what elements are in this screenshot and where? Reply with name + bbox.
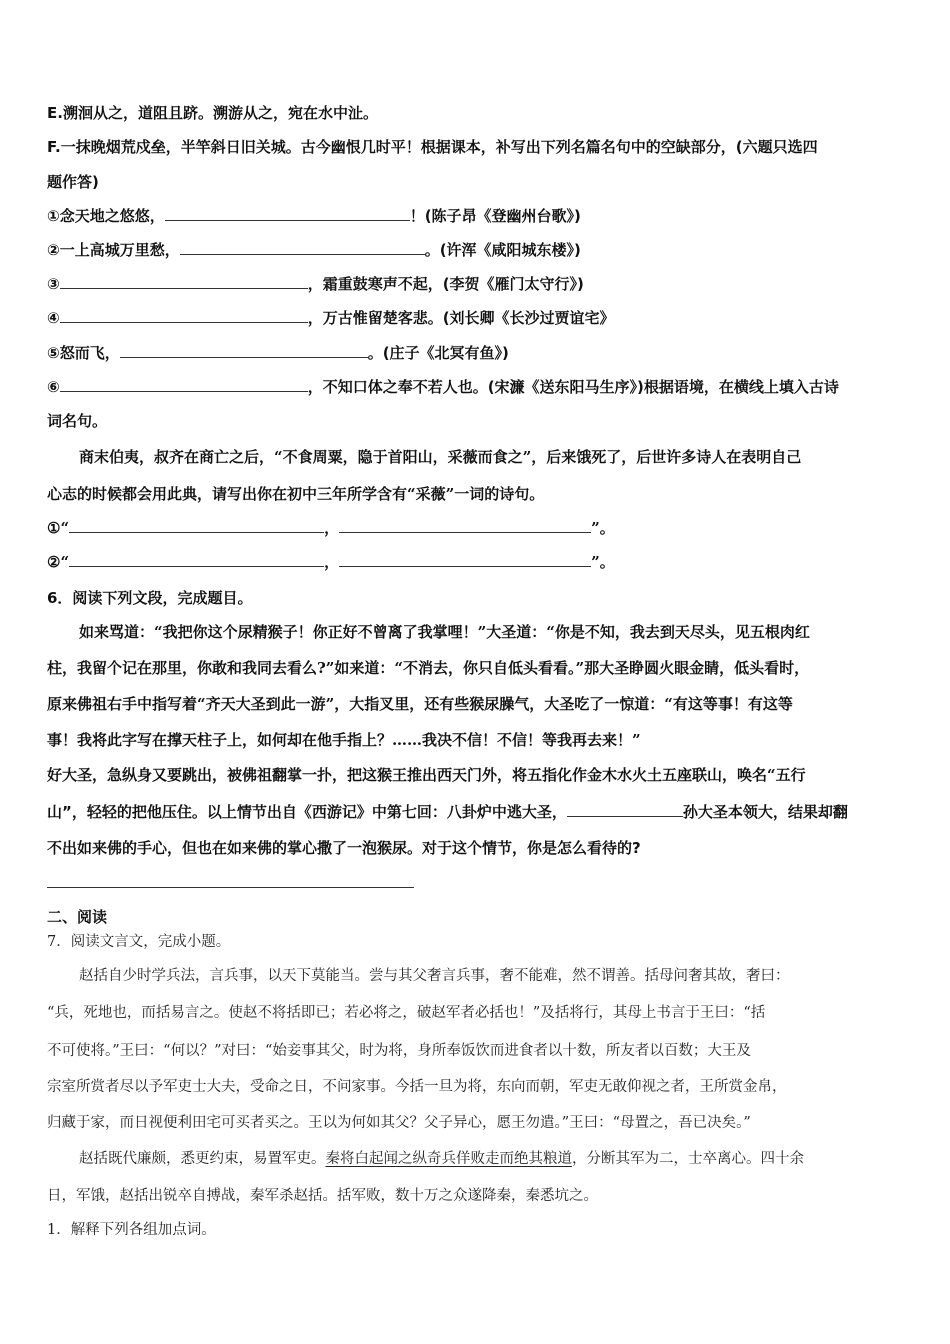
answer-blank[interactable] bbox=[165, 206, 410, 221]
answer-blank[interactable] bbox=[60, 274, 308, 289]
q6-passage-line: 柱，我留个记在那里，你敢和我同去看么?”如来道：“不消去，你只自低头看看。”那大圣睁圆火眼金睛，低头看时， bbox=[47, 659, 810, 677]
answer-blank[interactable] bbox=[69, 518, 324, 533]
q6-passage-line6: 山”，轻轻的把他压住。以上情节出自《西游记》中第七回：八卦炉中逃大圣， 孙大圣本领大，结果却翻 bbox=[47, 803, 848, 821]
q7-passage-line: 日，军饿，赵括出锐卒自搏战，秦军杀赵括。括军败，数十万之众遂降秦，秦悉坑之。 bbox=[47, 1188, 598, 1204]
q6-question: 不出如来佛的手心，但也在如来佛的掌心撒了一泡猴尿。对于这个情节，你是怎么看待的? bbox=[47, 839, 641, 857]
answer-blank[interactable] bbox=[69, 552, 324, 567]
option-f-line2: 题作答) bbox=[47, 173, 99, 191]
sub-question-1: 1．解释下列各组加点词。 bbox=[47, 1222, 216, 1238]
answer-blank[interactable] bbox=[60, 377, 308, 392]
q6-passage-line: 事！我将此字写在撑天柱子上，如何却在他手指上？……我决不信！不信！等我再去来！” bbox=[47, 731, 641, 749]
q6-passage-line: 原来佛祖右手中指写着“齐天大圣到此一游”，大指叉里，还有些猴尿臊气，大圣吃了一惊道：“有这等事！有这等 bbox=[47, 695, 793, 713]
q7-passage-line: “兵，死地也，而括易言之。使赵不将括即已；若必将之，破赵军者必括也！”及括将行，其母上书言于王曰：“括 bbox=[47, 1005, 766, 1021]
q7-passage-line: 归藏于家，而日视便利田宅可买者买之。王以为何如其父？父子异心，愿王勿遣。”王曰：“母置之，吾已决矣。” bbox=[47, 1115, 751, 1131]
q6-passage-line: 好大圣，急纵身又要跳出，被佛祖翻掌一扑，把这猴王推出西天门外，将五指化作金木水火土五座联山，唤名“五行 bbox=[47, 766, 806, 784]
q7-passage-line: 宗室所赏者尽以予军吏士大夫，受命之日，不问家事。今括一旦为将，东向而朝，军吏无敢仰视之者，王所赏金帛， bbox=[47, 1079, 787, 1095]
fill-blank-2: ②一上高城万里愁， 。(许浑《咸阳城东楼》) bbox=[47, 241, 581, 259]
q7-passage-line: 不可使将。”王曰：“何以？”对曰：“始妾事其父，时为将，身所奉饭饮而进食者以十数，所友者以百数；大王及 bbox=[47, 1043, 751, 1059]
question-7-title: 7．阅读文言文，完成小题。 bbox=[47, 934, 231, 950]
answer-blank[interactable] bbox=[120, 343, 368, 358]
answer-blank[interactable] bbox=[180, 240, 425, 255]
fill-blank-4: ④ ，万古惟留楚客悲。(刘长卿《长沙过贾谊宅》 bbox=[47, 309, 615, 327]
fill-blank-tail: 词名句。 bbox=[47, 412, 108, 430]
underlined-sentence: 秦将白起闻之纵奇兵佯败走而绝其粮道 bbox=[325, 1151, 572, 1167]
question-6-title: 6．阅读下列文段，完成题目。 bbox=[47, 589, 253, 607]
fill-blank-5: ⑤怒而飞， 。(庄子《北冥有鱼》) bbox=[47, 344, 509, 362]
caiwei-answer-2: ②“ ， ”。 bbox=[47, 553, 615, 571]
answer-line[interactable] bbox=[47, 887, 414, 888]
fill-blank-6: ⑥ ，不知口体之奉不若人也。(宋濂《送东阳马生序》)根据语境，在横线上填入古诗 bbox=[47, 378, 839, 396]
option-f-line1: F.一抹晚烟荒戍垒，半竿斜日旧关城。古今幽恨几时平！根据课本，补写出下列名篇名句中的空缺部分，(六题只选四 bbox=[47, 138, 818, 156]
q6-passage-line: 如来骂道：“我把你这个尿精猴子！你正好不曾离了我掌哩！”大圣道：“你是不知，我去到天尽头，见五根肉红 bbox=[79, 623, 810, 641]
answer-blank[interactable] bbox=[339, 552, 591, 567]
answer-blank[interactable] bbox=[339, 518, 591, 533]
q7-passage-para2: 赵括既代廉颇，悉更约束，易置军吏。秦将白起闻之纵奇兵佯败走而绝其粮道，分断其军为二，士卒离心。四十余 bbox=[79, 1151, 804, 1167]
answer-blank[interactable] bbox=[60, 308, 308, 323]
caiwei-answer-1: ①“ ， ”。 bbox=[47, 519, 615, 537]
q7-passage-line: 赵括自少时学兵法，言兵事，以天下莫能当。尝与其父奢言兵事，奢不能难，然不谓善。括母问奢其故，奢曰： bbox=[79, 968, 790, 984]
answer-blank[interactable] bbox=[567, 802, 683, 817]
option-e: E.溯洄从之，道阻且跻。溯游从之，宛在水中沚。 bbox=[47, 104, 378, 122]
section-heading: 二、阅读 bbox=[47, 908, 108, 926]
caiwei-para-line2: 心志的时候都会用此典，请写出你在初中三年所学含有“采薇”一词的诗句。 bbox=[47, 485, 545, 503]
caiwei-para-line1: 商末伯夷，叔齐在商亡之后，“不食周粟，隐于首阳山，采薇而食之”，后来饿死了，后世许多诗人在表明自己 bbox=[79, 448, 802, 466]
fill-blank-1: ①念天地之悠悠， ！(陈子昂《登幽州台歌》) bbox=[47, 207, 581, 225]
fill-blank-3: ③ ，霜重鼓寒声不起，(李贺《雁门太守行》) bbox=[47, 275, 584, 293]
